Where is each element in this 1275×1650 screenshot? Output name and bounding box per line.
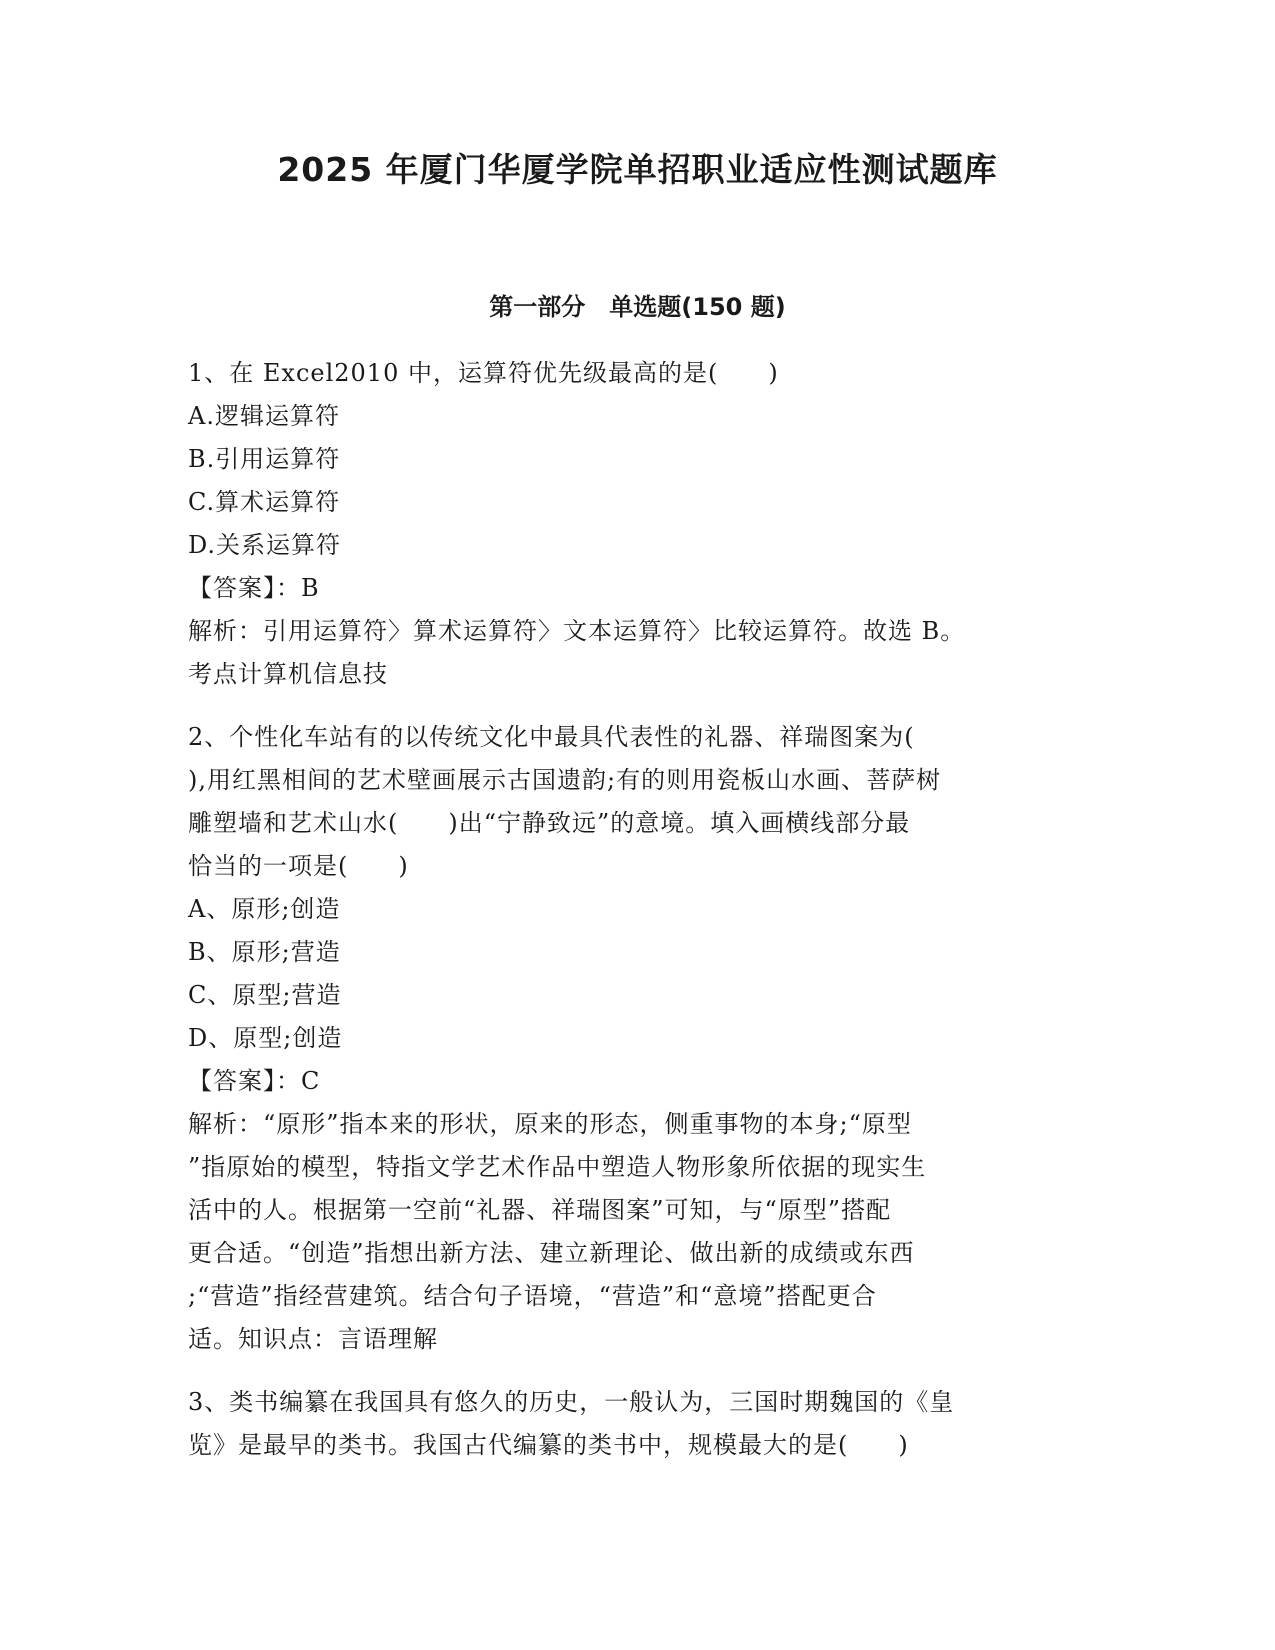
option-b: B.引用运算符	[188, 445, 341, 473]
question-block	[188, 352, 1078, 696]
question-stem: 览》是最早的类书。我国古代编纂的类书中，规模最大的是( )	[188, 1431, 909, 1459]
question-spacer	[188, 696, 1078, 716]
analysis-line: 更合适。“创造”指想出新方法、建立新理论、做出新的成绩或东西	[188, 1239, 915, 1267]
analysis-line: 活中的人。根据第一空前“礼器、祥瑞图案”可知，与“原型”搭配	[188, 1196, 892, 1224]
question-list	[188, 352, 1078, 1467]
question-block	[188, 716, 1078, 1361]
answer-line: 【答案】：B	[188, 574, 320, 602]
question-stem: 雕塑墙和艺术山水( )出“宁静致远”的意境。填入画横线部分最	[188, 809, 911, 837]
option-c: C.算术运算符	[188, 488, 341, 516]
analysis-line: 考点计算机信息技	[188, 660, 388, 688]
option-d: D.关系运算符	[188, 531, 342, 559]
question-block	[188, 1381, 1078, 1467]
analysis-line: 解析：“原形”指本来的形状，原来的形态，侧重事物的本身;“原型	[188, 1110, 912, 1138]
analysis-line: ”指原始的模型，特指文学艺术作品中塑造人物形象所依据的现实生	[188, 1153, 927, 1181]
option-b: B、原形;营造	[188, 938, 341, 966]
option-c: C、原型;营造	[188, 981, 342, 1009]
question-stem: ),用红黑相间的艺术壁画展示古国遗韵;有的则用瓷板山水画、菩萨树	[188, 766, 942, 794]
section-title: 第一部分 单选题(150 题)	[489, 293, 786, 321]
analysis-line: 适。知识点：言语理解	[188, 1325, 438, 1353]
question-stem: 2、个性化车站有的以传统文化中最具代表性的礼器、祥瑞图案为(	[188, 723, 915, 751]
analysis-line: 解析：引用运算符〉算术运算符〉文本运算符〉比较运算符。故选 B。	[188, 617, 966, 645]
question-stem: 恰当的一项是( )	[188, 852, 409, 880]
question-spacer	[188, 1361, 1078, 1381]
document-title: 2025 年厦门华厦学院单招职业适应性测试题库	[277, 150, 998, 189]
question-stem: 3、类书编纂在我国具有悠久的历史，一般认为，三国时期魏国的《皇	[188, 1388, 955, 1416]
question-stem: 1、在 Excel2010 中，运算符优先级最高的是( )	[188, 359, 779, 387]
option-d: D、原型;创造	[188, 1024, 343, 1052]
option-a: A.逻辑运算符	[188, 402, 340, 430]
answer-line: 【答案】：C	[188, 1067, 321, 1095]
analysis-line: ;“营造”指经营建筑。结合句子语境，“营造”和“意境”搭配更合	[188, 1282, 877, 1310]
option-a: A、原形;创造	[188, 895, 341, 923]
